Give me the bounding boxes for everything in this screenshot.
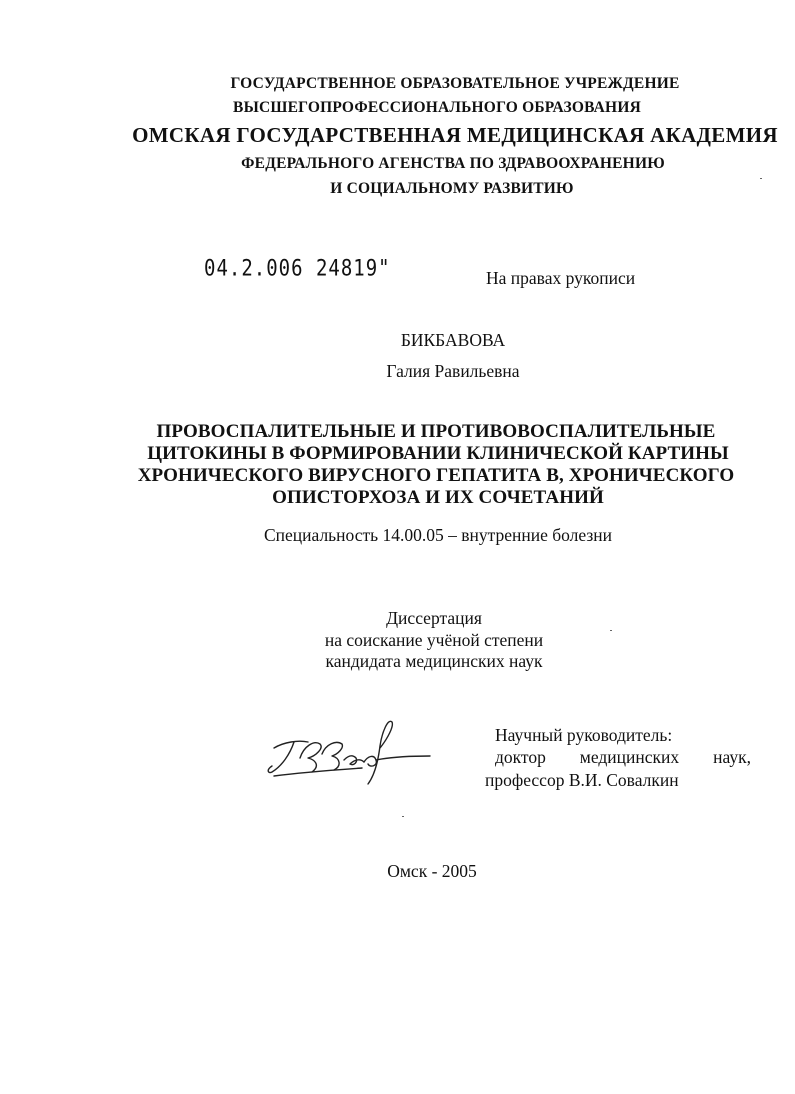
supervisor-degree-word: наук, — [713, 747, 751, 767]
supervisor-degree-word: доктор — [495, 747, 546, 767]
title-line-3: ХРОНИЧЕСКОГО ВИРУСНОГО ГЕПАТИТА В, ХРОНИЧЕСКОГО — [137, 465, 735, 486]
scan-speck — [760, 178, 762, 179]
library-stamp-number: 04.2.006 24819" — [204, 256, 391, 282]
rights-note: На правах рукописи — [486, 268, 636, 288]
author-signature — [264, 718, 434, 788]
degree-sought-line-1: на соискание учёной степени — [324, 630, 544, 650]
dissertation-label: Диссертация — [386, 608, 482, 628]
institution-line-2: ВЫСШЕГОПРОФЕССИОНАЛЬНОГО ОБРАЗОВАНИЯ — [233, 99, 641, 116]
supervisor-degree — [495, 747, 751, 768]
degree-sought-line-2: кандидата медицинских наук — [325, 651, 543, 671]
scan-speck — [610, 630, 612, 631]
place-and-year: Омск - 2005 — [387, 861, 477, 881]
supervisor-label: Научный руководитель: — [495, 725, 673, 745]
academy-name: ОМСКАЯ ГОСУДАРСТВЕННАЯ МЕДИЦИНСКАЯ АКАДЕМИЯ — [132, 123, 778, 147]
title-line-2: ЦИТОКИНЫ В ФОРМИРОВАНИИ КЛИНИЧЕСКОЙ КАРТИНЫ — [147, 443, 729, 464]
title-line-4: ОПИСТОРХОЗА И ИХ СОЧЕТАНИЙ — [272, 487, 604, 508]
author-surname: БИКБАВОВА — [400, 330, 506, 350]
institution-line-1: ГОСУДАРСТВЕННОЕ ОБРАЗОВАТЕЛЬНОЕ УЧРЕЖДЕНИЕ — [230, 75, 680, 92]
institution-line-4: ФЕДЕРАЛЬНОГО АГЕНСТВА ПО ЗДРАВООХРАНЕНИЮ — [241, 155, 665, 172]
specialty: Специальность 14.00.05 – внутренние болезни — [263, 525, 613, 545]
supervisor-name: профессор В.И. Совалкин — [485, 770, 679, 790]
scan-speck — [402, 816, 404, 817]
supervisor-degree-word: медицинских — [579, 747, 680, 767]
author-given-names: Галия Равильевна — [386, 361, 520, 381]
institution-line-5: И СОЦИАЛЬНОМУ РАЗВИТИЮ — [330, 180, 574, 197]
title-line-1: ПРОВОСПАЛИТЕЛЬНЫЕ И ПРОТИВОВОСПАЛИТЕЛЬНЫЕ — [156, 421, 716, 442]
